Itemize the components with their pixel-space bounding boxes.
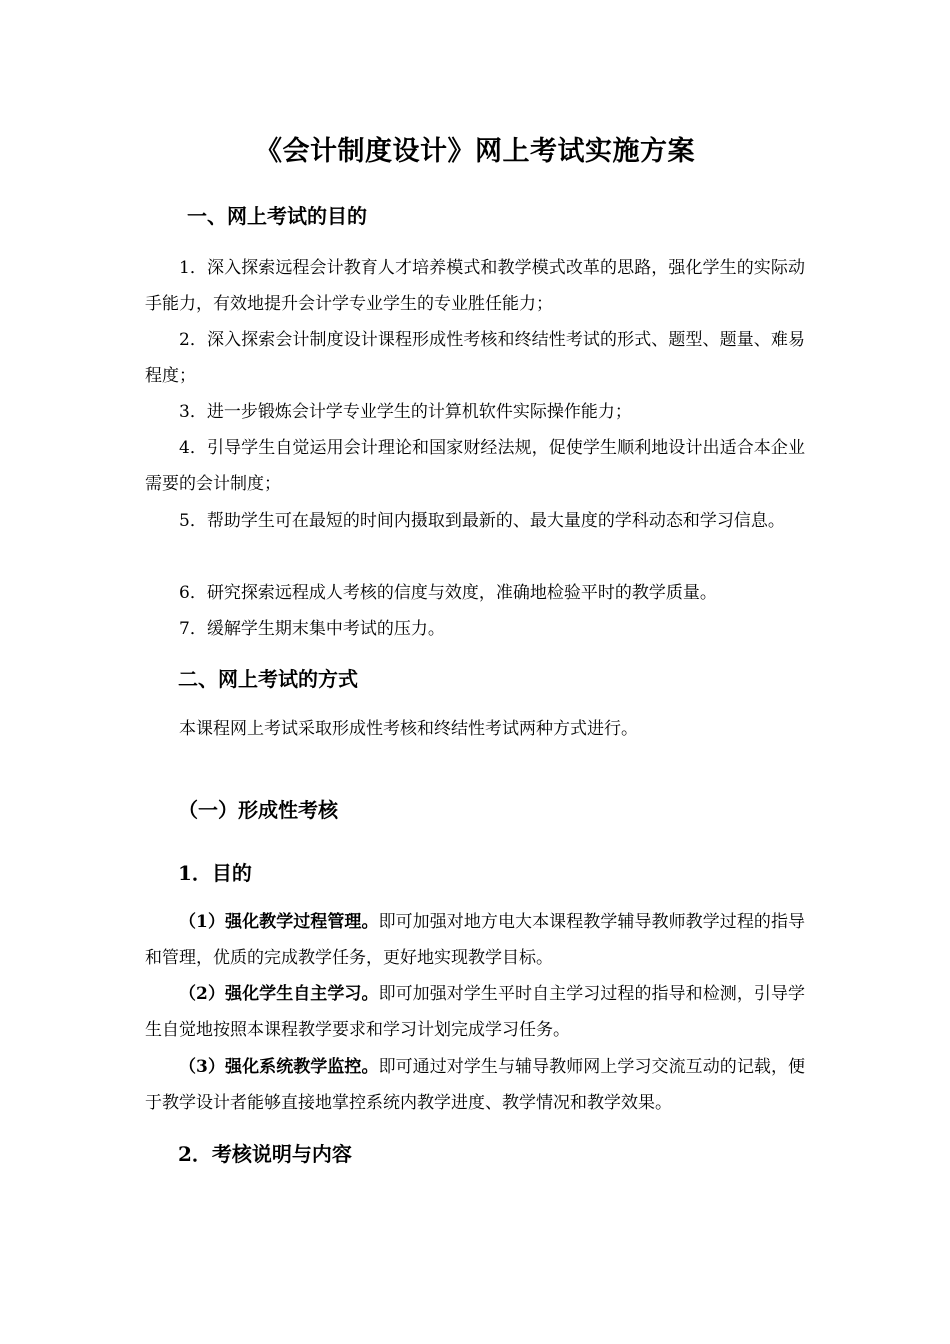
section1-item-4: 4．引导学生自觉运用会计理论和国家财经法规，促使学生顺利地设计出适合本企业需要的会计制度； (145, 438, 805, 494)
purpose-item-2-lead: （2）强化学生自主学习。 (179, 984, 379, 1004)
purpose-item-2 (145, 976, 805, 1048)
purpose-item-1-lead: （1）强化教学过程管理。 (179, 912, 379, 932)
document-title: 《会计制度设计》网上考试实施方案 (255, 136, 695, 167)
section1-item-7: 7．缓解学生期末集中考试的压力。 (179, 619, 445, 639)
section1-item-2: 2．深入探索会计制度设计课程形成性考核和终结性考试的形式、题型、题量、难易程度； (145, 330, 805, 386)
section1-item-1: 1．深入探索远程会计教育人才培养模式和教学模式改革的思路，强化学生的实际动手能力，有效地提升会计学专业学生的专业胜任能力； (145, 258, 805, 314)
purpose-item-1 (145, 904, 805, 976)
section2-heading: 二、网上考试的方式 (178, 667, 358, 691)
section1-item-5: 5．帮助学生可在最短的时间内摄取到最新的、最大量度的学科动态和学习信息。 (179, 511, 785, 531)
purpose-item-3 (145, 1049, 805, 1121)
section1-heading: 一、网上考试的目的 (187, 204, 367, 228)
purpose-item-3-text: 即可通过对学生与辅导教师网上学习交流互动的记载，便于教学设计者能够直接地掌控系统内教学进度、教学情况和教学效果。 (145, 1057, 806, 1113)
section1-item-3: 3．进一步锻炼会计学专业学生的计算机软件实际操作能力； (179, 402, 632, 422)
subsection1-heading: （一）形成性考核 (178, 798, 338, 822)
content-heading: 2．考核说明与内容 (178, 1142, 352, 1166)
purpose-item-3-lead: （3）强化系统教学监控。 (179, 1057, 379, 1077)
section2-intro: 本课程网上考试采取形成性考核和终结性考试两种方式进行。 (179, 719, 638, 739)
section1-item-6: 6．研究探索远程成人考核的信度与效度，准确地检验平时的教学质量。 (179, 583, 717, 603)
purpose-item-1-text: 即可加强对地方电大本课程教学辅导教师教学过程的指导和管理，优质的完成教学任务，更好地实现教学目标。 (145, 912, 806, 968)
purpose-item-2-text: 即可加强对学生平时自主学习过程的指导和检测，引导学生自觉地按照本课程教学要求和学习计划完成学习任务。 (145, 984, 806, 1040)
purpose-heading: 1．目的 (178, 861, 252, 885)
